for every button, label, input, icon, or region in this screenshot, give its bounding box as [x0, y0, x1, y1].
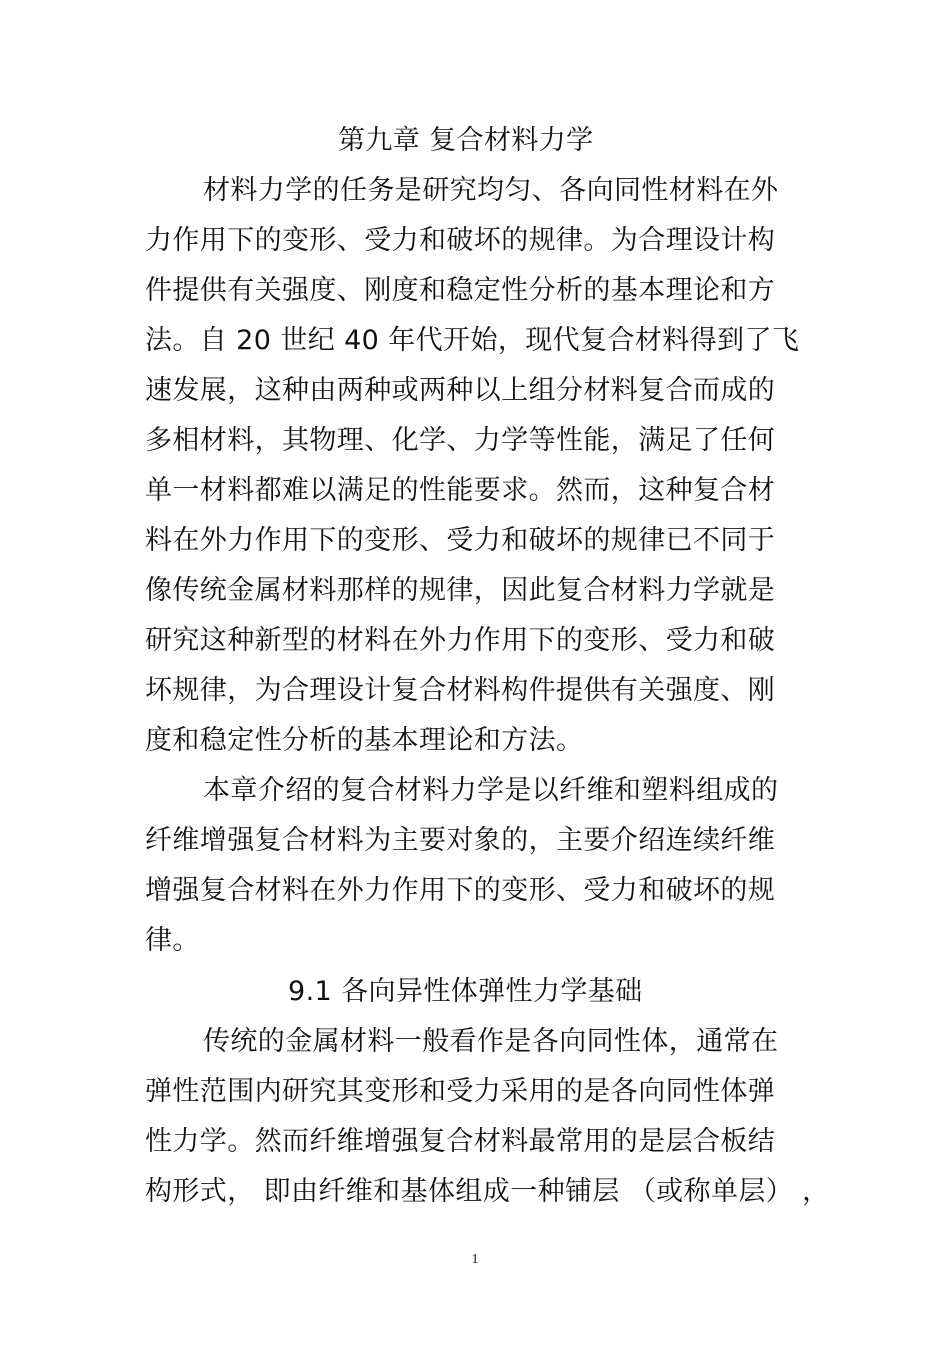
- paragraph-line: 坏规律，为合理设计复合材料构件提供有关强度、刚: [145, 675, 776, 706]
- paragraph-line: 单一材料都难以满足的性能要求。然而，这种复合材: [145, 475, 776, 506]
- paragraph-line: 增强复合材料在外力作用下的变形、受力和破坏的规: [145, 875, 776, 906]
- paragraph-line: 构形式， 即由纤维和基体组成一种铺层 （或称单层） ，: [145, 1176, 830, 1207]
- paragraph-line: 本章介绍的复合材料力学是以纤维和塑料组成的: [203, 775, 779, 806]
- paragraph-line: 性力学。然而纤维增强复合材料最常用的是层合板结: [145, 1126, 776, 1157]
- paragraph-line: 律。: [145, 925, 200, 956]
- paragraph-line: 件提供有关强度、刚度和稳定性分析的基本理论和方: [145, 275, 776, 306]
- paragraph-line: 力作用下的变形、受力和破坏的规律。为合理设计构: [145, 225, 776, 256]
- paragraph-line: 研究这种新型的材料在外力作用下的变形、受力和破: [145, 625, 776, 656]
- paragraph-line: 多相材料，其物理、化学、力学等性能，满足了任何: [145, 425, 776, 456]
- section-title: 9.1 各向异性体弹性力学基础: [288, 976, 643, 1007]
- chapter-title: 第九章 复合材料力学: [338, 125, 594, 156]
- paragraph-line: 弹性范围内研究其变形和受力采用的是各向同性体弹: [145, 1076, 776, 1107]
- paragraph-line: 法。自 20 世纪 40 年代开始，现代复合材料得到了飞: [145, 325, 800, 356]
- paragraph-line: 速发展，这种由两种或两种以上组分材料复合而成的: [145, 375, 776, 406]
- paragraph-line: 像传统金属材料那样的规律，因此复合材料力学就是: [145, 575, 776, 606]
- paragraph-line: 传统的金属材料一般看作是各向同性体，通常在: [203, 1026, 779, 1057]
- page-number: 1: [471, 1252, 479, 1267]
- paragraph-line: 料在外力作用下的变形、受力和破坏的规律已不同于: [145, 525, 776, 556]
- paragraph-line: 材料力学的任务是研究均匀、各向同性材料在外: [203, 175, 779, 206]
- paragraph-line: 纤维增强复合材料为主要对象的，主要介绍连续纤维: [145, 825, 776, 856]
- paragraph-line: 度和稳定性分析的基本理论和方法。: [145, 725, 584, 756]
